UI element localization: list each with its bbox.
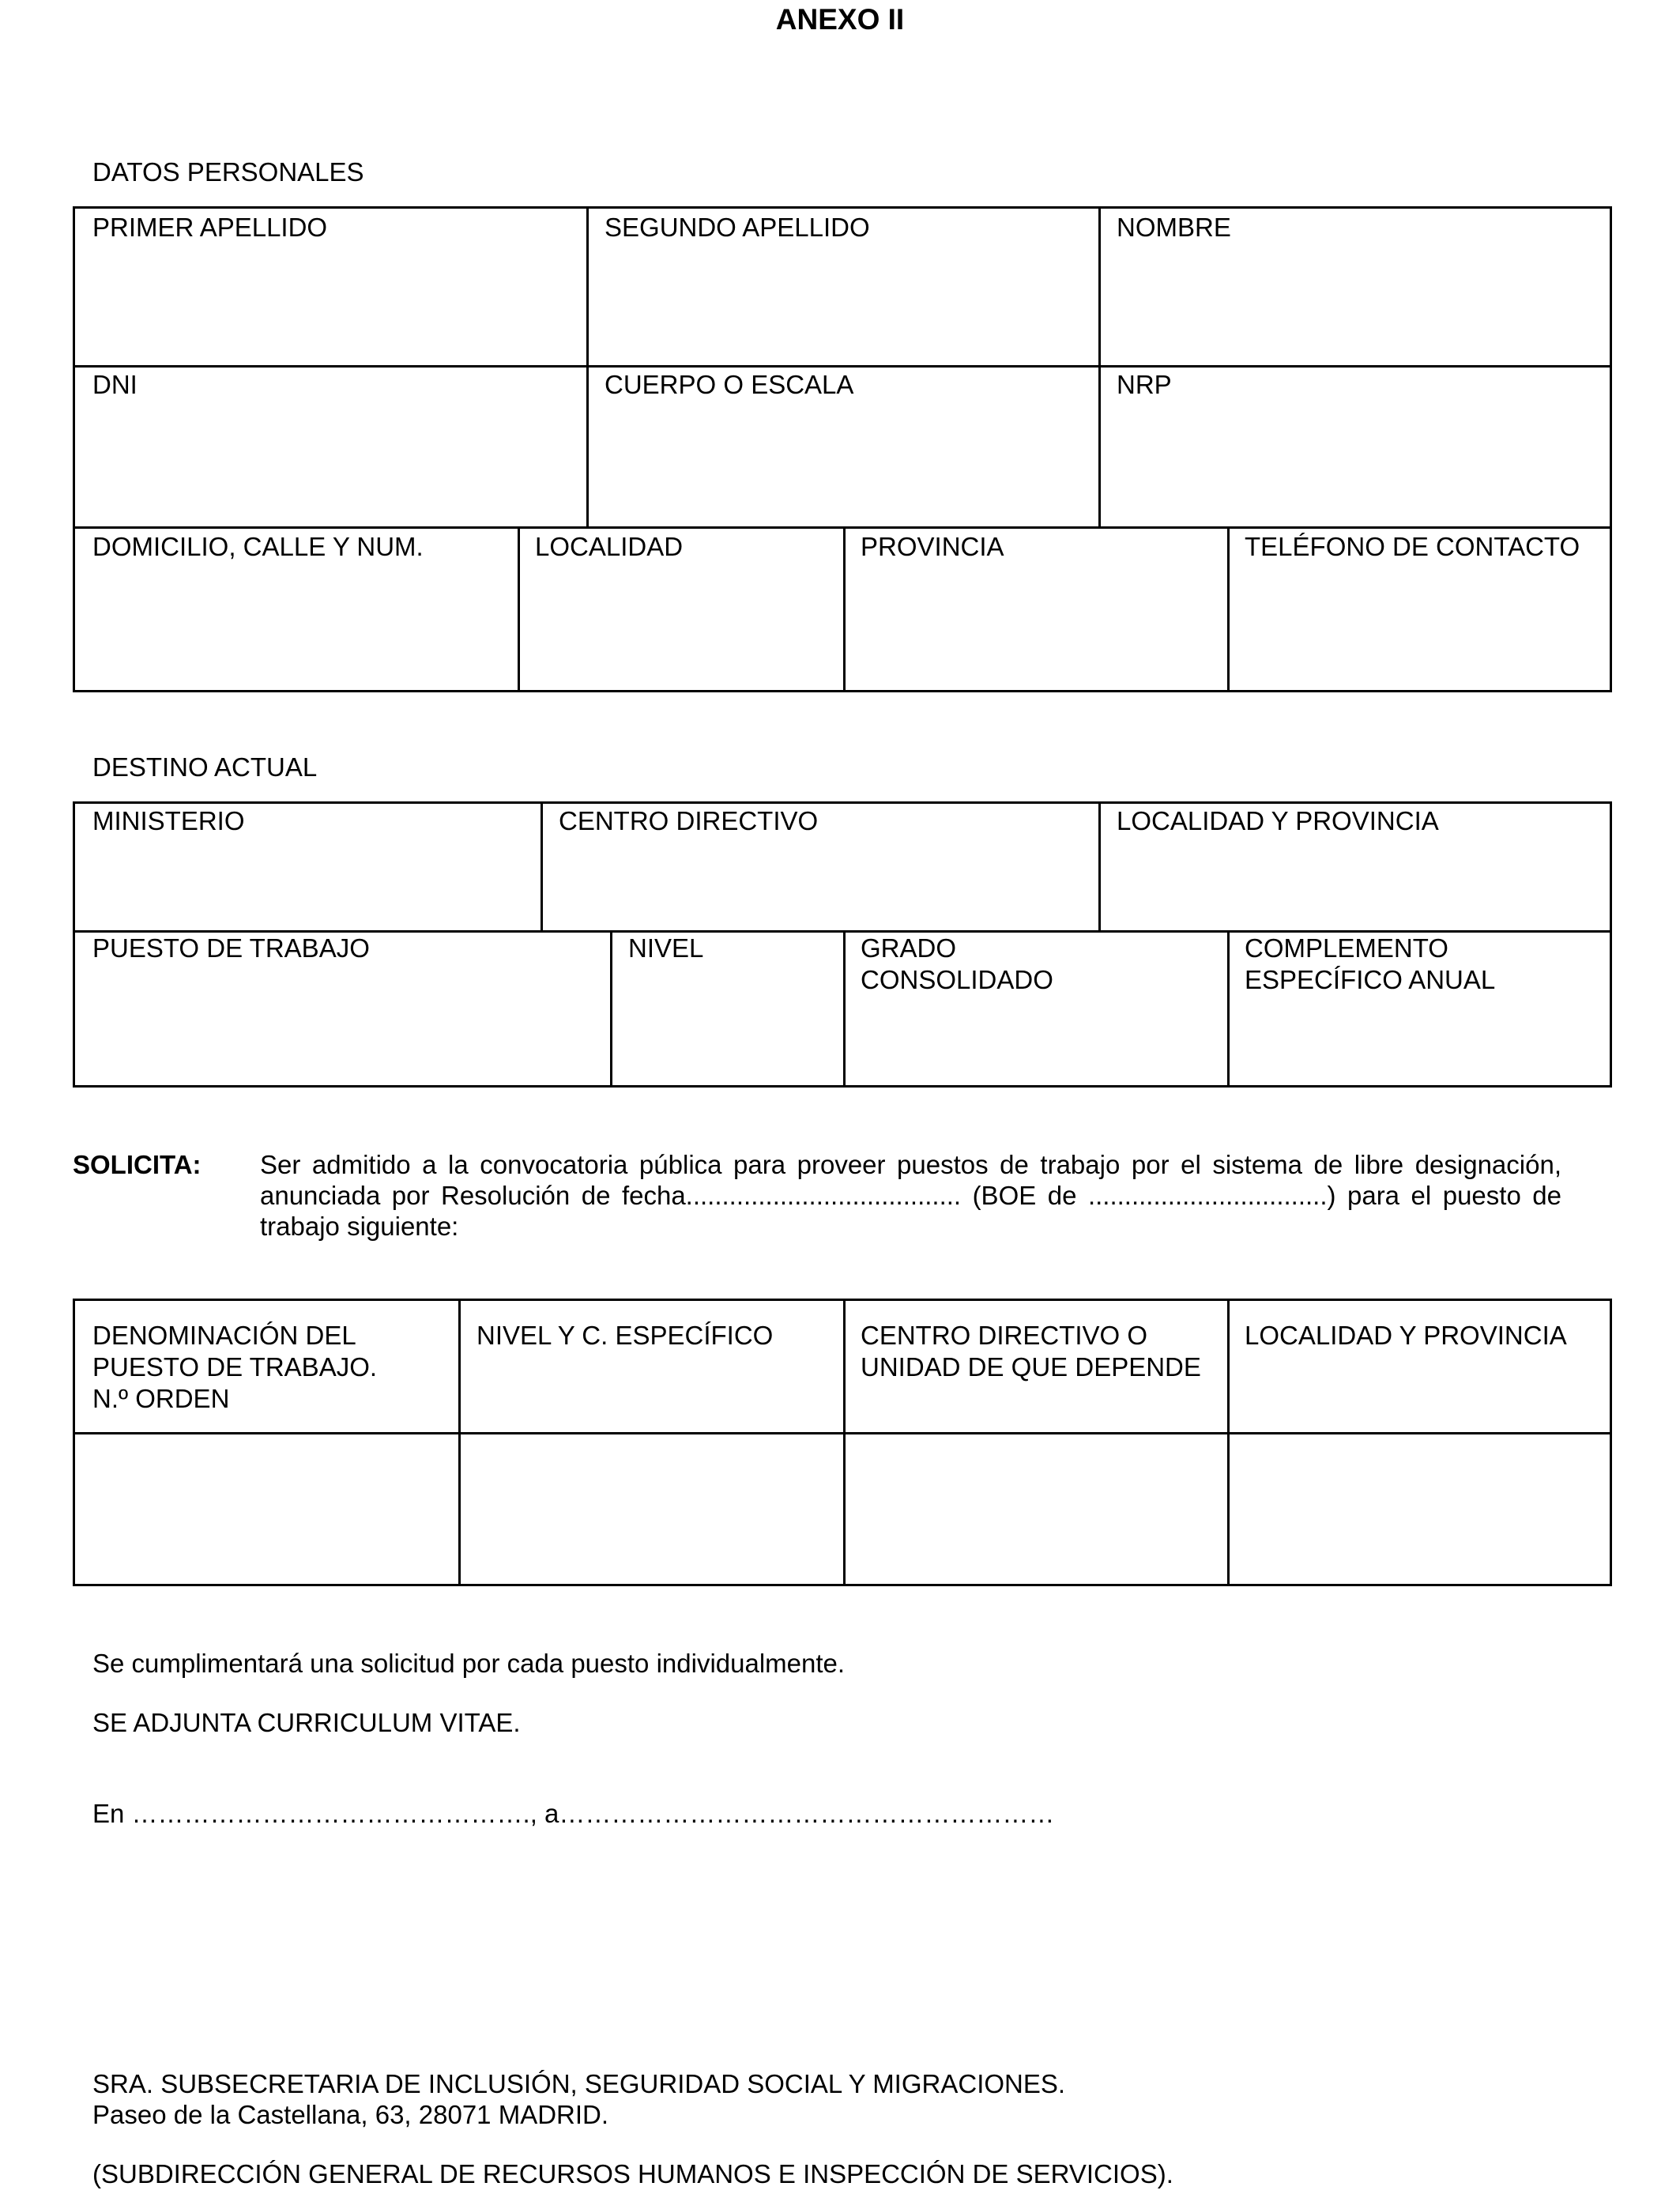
column-divider <box>843 930 846 1085</box>
input-nivel-especifico[interactable] <box>461 1434 843 1584</box>
solicita-label: SOLICITA: <box>73 1150 202 1179</box>
field-grado-consolidado[interactable] <box>861 933 1053 996</box>
place-date-line[interactable]: En ………………………………………., a………………………………………………… <box>92 1799 1055 1828</box>
solicita-line: anunciada por Resolución de fecha...................................... (BOE de .................................) para el puesto de <box>260 1181 1561 1210</box>
column-divider <box>1227 526 1230 690</box>
field-segundo-apellido[interactable]: SEGUNDO APELLIDO <box>605 213 870 242</box>
input-denominacion[interactable] <box>75 1434 458 1584</box>
column-divider <box>1098 804 1101 930</box>
label-line: CENTRO DIRECTIVO O <box>861 1321 1148 1350</box>
column-divider <box>1227 930 1230 1085</box>
field-nrp[interactable]: NRP <box>1117 370 1172 399</box>
note-attach-cv: SE ADJUNTA CURRICULUM VITAE. <box>92 1708 521 1737</box>
label-line: GRADO <box>861 933 957 963</box>
solicita-line: Ser admitido a la convocatoria pública para proveer puestos de trabajo por el sistema de libre designación, <box>260 1150 1561 1179</box>
note-one-per-post: Se cumplimentará una solicitud por cada puesto individualmente. <box>92 1649 846 1678</box>
column-divider <box>586 209 589 526</box>
label-line: PUESTO DE TRABAJO. <box>92 1352 378 1382</box>
datos-personales-table <box>73 206 1612 692</box>
solicita-text <box>260 1149 1561 1242</box>
input-centro-directivo[interactable] <box>846 1434 1227 1584</box>
addressee-line: SRA. SUBSECRETARIA DE INCLUSIÓN, SEGURIDAD SOCIAL Y MIGRACIONES. <box>92 2069 1066 2098</box>
row-divider <box>75 365 1610 368</box>
addressee-department: (SUBDIRECCIÓN GENERAL DE RECURSOS HUMANOS E INSPECCIÓN DE SERVICIOS). <box>92 2159 1173 2188</box>
field-localidad[interactable]: LOCALIDAD <box>535 532 684 561</box>
label-line: LOCALIDAD Y PROVINCIA <box>1245 1321 1567 1350</box>
column-divider <box>1098 209 1101 526</box>
field-nivel[interactable]: NIVEL <box>628 933 704 963</box>
label-line: UNIDAD DE QUE DEPENDE <box>861 1352 1201 1382</box>
field-domicilio[interactable]: DOMICILIO, CALLE Y NUM. <box>92 532 424 561</box>
column-divider <box>518 526 520 690</box>
solicita-line: trabajo siguiente: <box>260 1212 459 1241</box>
header-localidad-provincia <box>1245 1320 1567 1351</box>
input-localidad-provincia[interactable] <box>1230 1434 1610 1584</box>
page-title: ANEXO II <box>775 3 905 36</box>
field-complemento-especifico[interactable] <box>1245 933 1495 996</box>
field-cuerpo-escala[interactable]: CUERPO O ESCALA <box>605 370 854 399</box>
label-line: N.º ORDEN <box>92 1384 230 1413</box>
column-divider <box>610 930 612 1085</box>
puesto-solicitado-table <box>73 1299 1612 1586</box>
column-divider <box>541 804 543 930</box>
column-divider <box>843 526 846 690</box>
field-provincia[interactable]: PROVINCIA <box>861 532 1004 561</box>
field-puesto-trabajo[interactable]: PUESTO DE TRABAJO <box>92 933 370 963</box>
label-line: COMPLEMENTO <box>1245 933 1448 963</box>
header-denominacion <box>92 1320 377 1415</box>
row-divider <box>75 526 1610 529</box>
header-nivel-especifico <box>477 1320 773 1351</box>
field-centro-directivo[interactable]: CENTRO DIRECTIVO <box>559 806 819 835</box>
field-primer-apellido[interactable]: PRIMER APELLIDO <box>92 213 328 242</box>
label-line: ESPECÍFICO ANUAL <box>1245 965 1496 994</box>
label-line: NIVEL Y C. ESPECÍFICO <box>477 1321 774 1350</box>
destino-actual-heading: DESTINO ACTUAL <box>92 752 318 782</box>
field-nombre[interactable]: NOMBRE <box>1117 213 1231 242</box>
field-telefono[interactable]: TELÉFONO DE CONTACTO <box>1245 532 1580 561</box>
field-ministerio[interactable]: MINISTERIO <box>92 806 245 835</box>
addressee-address: Paseo de la Castellana, 63, 28071 MADRID. <box>92 2100 609 2129</box>
destino-actual-table <box>73 801 1612 1088</box>
field-dni[interactable]: DNI <box>92 370 137 399</box>
label-line: CONSOLIDADO <box>861 965 1053 994</box>
label-line: DENOMINACIÓN DEL <box>92 1321 356 1350</box>
header-centro-directivo <box>861 1320 1201 1383</box>
field-localidad-provincia[interactable]: LOCALIDAD Y PROVINCIA <box>1117 806 1439 835</box>
datos-personales-heading: DATOS PERSONALES <box>92 157 364 187</box>
